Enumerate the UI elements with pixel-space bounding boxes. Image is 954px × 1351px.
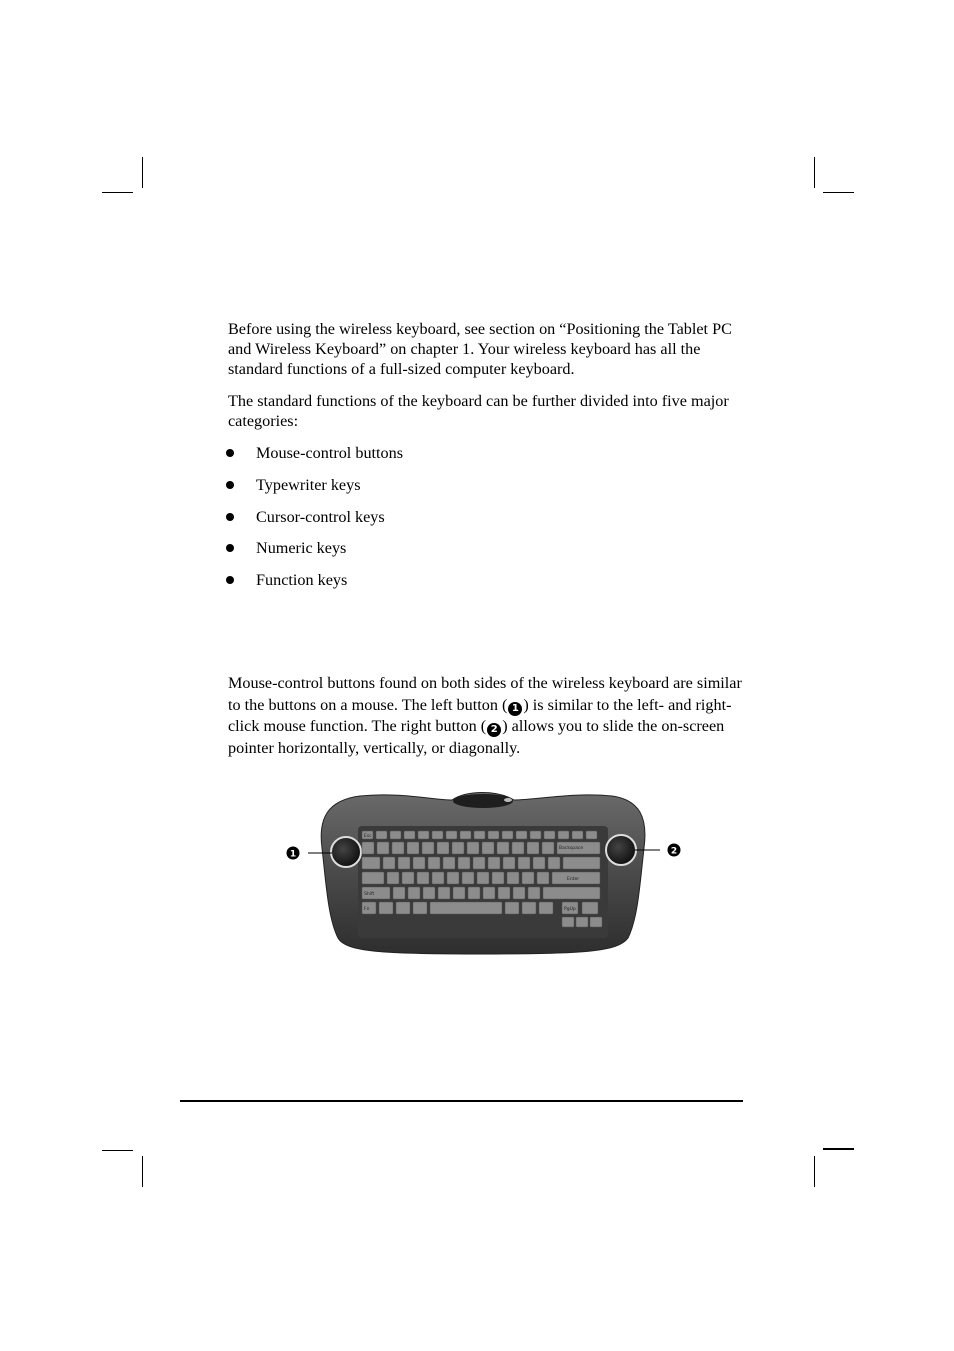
crop-mark-bottom-right-vertical [814,1156,815,1187]
wireless-keyboard-figure [282,788,684,960]
callout-1-label: 1 [289,849,297,860]
crop-mark-top-left-horizontal [102,192,133,193]
crop-mark-bottom-left-vertical [142,1156,143,1187]
bullet-icon [226,449,234,457]
bullet-icon [226,481,234,489]
key-label-fn: Fn [364,907,370,912]
bullet-icon [226,513,234,521]
key-label-shift: Shift [364,892,375,897]
crop-mark-top-right-horizontal [823,192,854,193]
marker-1-icon: 1 [508,702,522,716]
footer-rule [180,1100,743,1102]
marker-2-icon: 2 [487,723,501,737]
key-label-backspace: Backspace [559,846,584,851]
left-mouse-button-icon [331,837,361,867]
crop-mark-top-left-vertical [142,157,143,188]
categories-intro-paragraph: The standard functions of the keyboard can be further divided into five major categories: [228,392,729,430]
spacebar [430,902,502,914]
crop-mark-bottom-left-horizontal [102,1150,133,1151]
intro-paragraph: Before using the wireless keyboard, see section on “Positioning the Tablet PC and Wireless Keyboard” on chapter 1. Your wireless keyboard has all the standard functions of a full-sized computer keyboard. [228,320,732,378]
key-label-esc: Esc [364,834,372,839]
key-label-pgup: PgUp [564,907,576,912]
crop-mark-top-right-vertical [814,157,815,188]
bullet-icon [226,544,234,552]
bullet-icon [226,576,234,584]
indicator-light [504,798,512,802]
crop-mark-bottom-right-horizontal [823,1148,854,1150]
mouse-control-paragraph: Mouse-control buttons found on both sides of the wireless keyboard are similar to the buttons on a mouse. The left button ( 1 ) is similar to the left- and right-click mouse function. The right button ( 2 ) allows you to slide the on-screen pointer horizontally, vertically, or diagonally. [228,674,742,757]
arrow-key-row [562,917,602,927]
home-key-row [362,872,600,884]
key-label-enter: Enter [567,877,580,882]
function-key-row [362,831,597,839]
handle-slot [453,794,513,808]
bottom-key-row [362,902,598,914]
callout-2-label: 2 [670,846,678,857]
right-mouse-button-icon [606,835,636,865]
